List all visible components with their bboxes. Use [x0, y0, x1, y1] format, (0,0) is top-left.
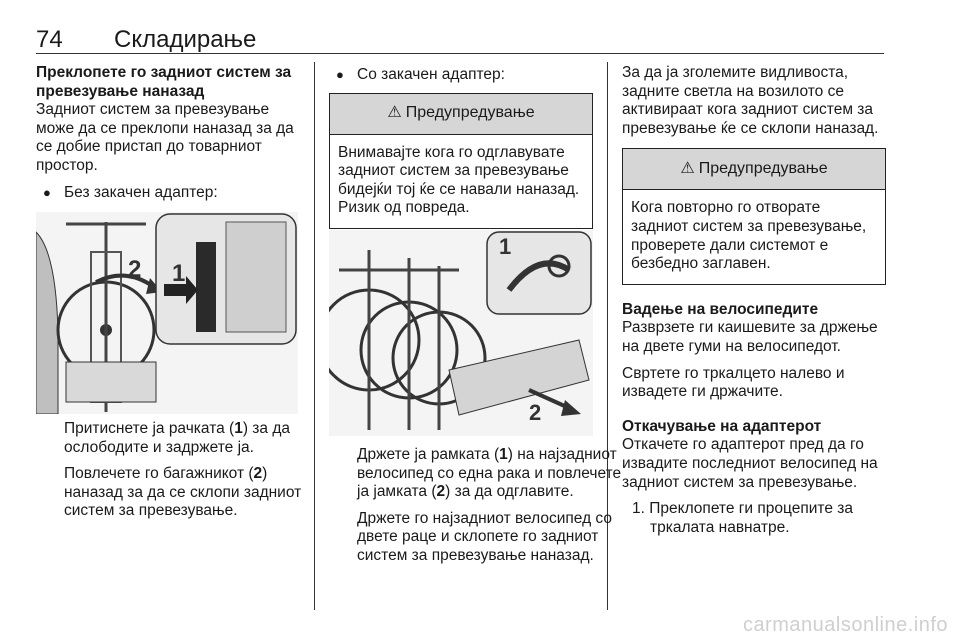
warning-header [330, 94, 592, 135]
warning-text: Кога повторно го отворате задниот систем за превезување, проверете дали системот е безбедно заглавен. [631, 199, 867, 273]
column-2 [329, 64, 593, 229]
paragraph: За да ја зголемите видливоста, задните светла на возилото се активираат кога задниот систем за превезување ќе се склопи наназад. [622, 64, 879, 137]
warning-header [623, 149, 885, 190]
column-divider-1 [314, 62, 315, 610]
illustration-without-adapter [36, 212, 298, 414]
warning-text: Внимавајте кога го одглавувате задниот систем за превезување бидејќи тој ќе се навали наназад. Ризик од повреда. [338, 143, 580, 217]
warning-triangle-icon: ⚠ [680, 160, 695, 178]
section-heading: Преклопете го задниот систем за превезување наназад [36, 64, 292, 100]
column-1-caption [36, 420, 304, 529]
illustration-with-adapter [329, 230, 593, 436]
warning-title: Предупредување [698, 160, 828, 178]
column-2-caption [329, 446, 623, 574]
bullet-item: ● Со закачен адаптер: [329, 66, 593, 85]
caption-paragraph: Притиснете ја рачката (1) за да ослободите и задржете ја. [64, 420, 291, 456]
header-rule [36, 53, 884, 54]
page-number: 74 [36, 26, 63, 53]
warning-box [622, 148, 886, 284]
page-title: Складирање [114, 26, 257, 53]
section-heading: Вадење на велосипедите [622, 300, 819, 318]
callout-label-1: 1 [499, 234, 512, 259]
callout-label-2: 2 [529, 400, 542, 425]
caption-paragraph: Повлечете го багажникот (2) наназад за да се склопи задниот систем за превезување. [64, 465, 302, 520]
paragraph: Откачете го адаптерот пред да го извадите последниот велосипед на задниот систем за превезување. [622, 436, 878, 491]
callout-label-2: 2 [128, 256, 142, 283]
callout-label-1: 1 [172, 260, 186, 287]
column-3 [622, 64, 886, 537]
watermark: carmanualsonline.info [742, 614, 948, 636]
caption-paragraph: Држете го најзадниот велосипед со двете раце и склопете го задниот систем за превезување наназад. [357, 509, 612, 564]
section-heading: Откачување на адаптерот [622, 417, 822, 435]
caption-paragraph: Држете ја рамката (1) на најзадниот велосипед со една рака и повлечете ја јамката (2) за да одглавите. [357, 446, 622, 501]
warning-box [329, 93, 593, 229]
warning-triangle-icon: ⚠ [387, 104, 402, 122]
paragraph: Свртете го тркалцето налево и извадете ги држачите. [622, 364, 845, 401]
column-1 [36, 64, 304, 210]
paragraph: Задниот систем за превезување може да се преклопи наназад за да се добие пристап до товарниот простор. [36, 101, 294, 174]
paragraph: Разврзете ги каишевите за држење на двете гуми на велосипедот. [622, 319, 878, 355]
bullet-item: ● Без закачен адаптер: [36, 184, 304, 203]
numbered-step: 1. Преклопете ги процепите за тркалата навнатре. [632, 500, 853, 536]
warning-title: Предупредување [405, 104, 535, 122]
